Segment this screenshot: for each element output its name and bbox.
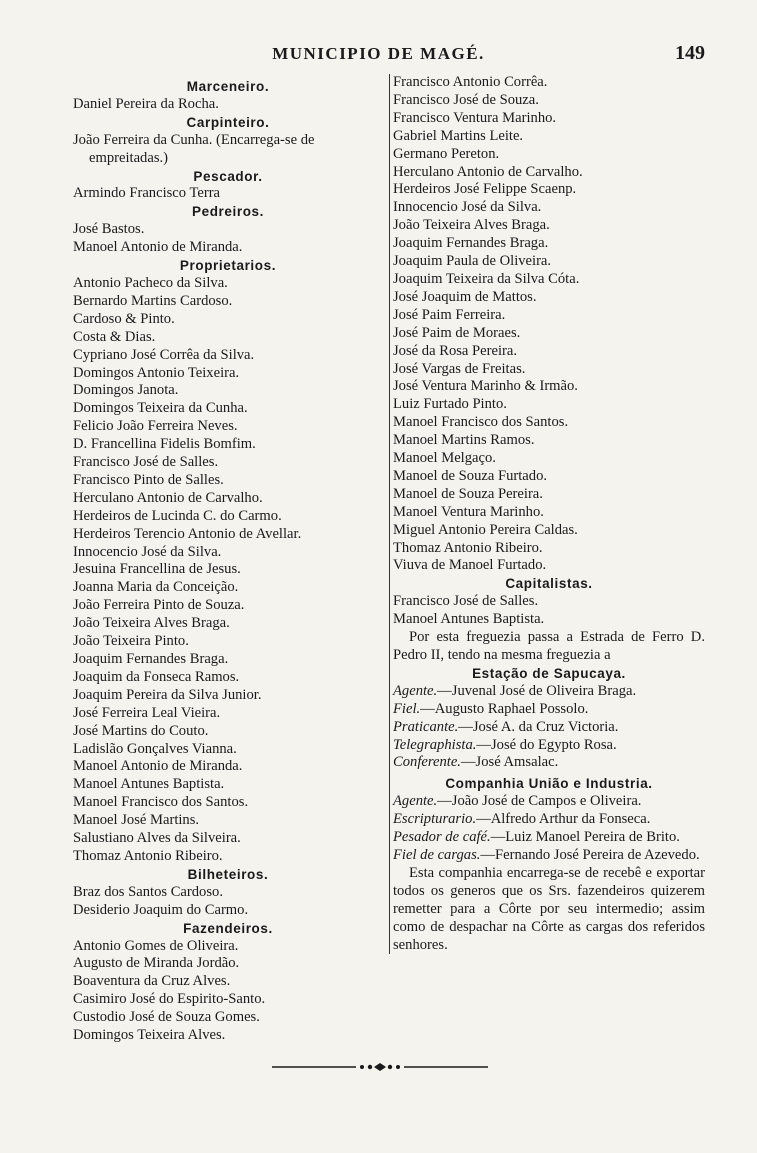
list-item: Domingos Antonio Teixeira. (73, 364, 240, 381)
company-paragraph: Esta companhia encarrega-se de recebê e exportar todos os generos que os Srs. fazendeiros quizerem remetter para a Côrte por seu intermedio; assim como de despachar na Côrte as cargas dos referidos senhores. (393, 864, 705, 953)
list-item: João Ferreira da Cunha. (Encarrega-se de empreitadas.) (73, 131, 315, 166)
list-item: José Martins do Couto. (73, 722, 209, 739)
list-item: Joaquim Pereira da Silva Junior. (73, 686, 262, 703)
section-heading: Capitalistas. (505, 576, 593, 592)
staff-role: Escripturario. (393, 811, 477, 828)
list-item: Domingos Teixeira Alves. (73, 1027, 226, 1044)
section-heading: Carpinteiro. (186, 114, 270, 130)
list-item: Custodio José de Souza Gomes. (73, 1009, 260, 1026)
staff-entry (393, 811, 705, 829)
list-item: Herdeiros de Lucinda C. do Carmo. (73, 507, 282, 524)
list-item: Bernardo Martins Cardoso. (73, 292, 233, 309)
list-item: João Ferreira Pinto de Souza. (73, 597, 245, 614)
list-item: José Paim Ferreira. (393, 306, 506, 323)
section-heading: Fazendeiros. (183, 920, 273, 936)
list-item: Domingos Janota. (73, 382, 179, 399)
staff-entry (393, 847, 705, 865)
list-item: Herculano Antonio de Carvalho. (393, 163, 583, 180)
staff-role: Conferente. (393, 754, 461, 771)
list-item: Francisco Antonio Corrêa. (393, 74, 548, 90)
list-item: Manoel Antunes Baptista. (393, 611, 545, 628)
list-item: Braz dos Santos Cardoso. (73, 883, 223, 900)
list-item: Innocencio José da Silva. (393, 199, 542, 216)
list-item: Joaquim Paula de Oliveira. (393, 253, 552, 270)
section-heading: Proprietarios. (179, 258, 277, 274)
section-heading: Companhia União e Industria. (445, 776, 653, 792)
list-item: Francisco José de Salles. (393, 593, 539, 610)
staff-entry (393, 754, 705, 772)
ornament-divider (272, 1062, 488, 1072)
staff-entry (393, 701, 705, 719)
list-item: José Ferreira Leal Vieira. (73, 704, 221, 721)
staff-entry (393, 793, 705, 811)
list-item: Manoel de Souza Pereira. (393, 485, 543, 502)
staff-role: Pesador de café. (393, 829, 491, 846)
staff-name: —Fernando José Pereira de Azevedo. (480, 846, 700, 863)
list-item: Manoel Antonio de Miranda. (73, 758, 243, 775)
list-item: Daniel Pereira da Rocha. (73, 95, 219, 112)
list-item: Manoel Antunes Baptista. (73, 776, 225, 793)
staff-role: Telegraphista. (393, 736, 477, 753)
list-item: Herdeiros José Felippe Scaenp. (393, 181, 577, 198)
list-item: João Teixeira Pinto. (73, 633, 189, 650)
list-item: Armindo Francisco Terra (73, 185, 221, 202)
list-item: Manoel Martins Ramos. (393, 432, 535, 449)
staff-name: —Luiz Manoel Pereira de Brito. (490, 829, 680, 846)
list-item: José Ventura Marinho & Irmão. (393, 378, 578, 395)
list-item: Germano Pereton. (393, 145, 500, 162)
staff-entry (393, 737, 705, 755)
left-column (73, 78, 383, 1045)
list-item: José Joaquim de Mattos. (393, 288, 537, 305)
staff-name: —José do Egypto Rosa. (476, 736, 617, 753)
list-item: Manoel José Martins. (73, 812, 200, 829)
list-item: Manoel Antonio de Miranda. (73, 239, 243, 256)
staff-entry (393, 683, 705, 701)
list-item: Francisco José de Salles. (73, 454, 219, 471)
list-item: Miguel Antonio Pereira Caldas. (393, 521, 578, 538)
list-item: Desiderio Joaquim do Carmo. (73, 901, 249, 918)
list-item: Joaquim da Fonseca Ramos. (73, 668, 240, 685)
staff-name: —Augusto Raphael Possolo. (420, 700, 589, 717)
section-heading: Marceneiro. (186, 79, 270, 94)
staff-entry (393, 719, 705, 737)
list-item: D. Francellina Fidelis Bomfim. (73, 436, 256, 453)
list-item: Francisco Ventura Marinho. (393, 109, 557, 126)
list-item: Jesuina Francellina de Jesus. (73, 561, 241, 578)
list-item: Boaventura da Cruz Alves. (73, 973, 231, 990)
list-item: Joaquim Fernandes Braga. (393, 235, 549, 252)
running-title: MUNICIPIO DE MAGÉ. (272, 44, 485, 63)
list-item: José da Rosa Pereira. (393, 342, 518, 359)
staff-name: —Alfredo Arthur da Fonseca. (476, 811, 651, 828)
section-heading: Pescador. (193, 168, 263, 184)
staff-name: —José Amsalac. (460, 754, 559, 771)
railway-paragraph: Por esta freguezia passa a Estrada de Ferro D. Pedro II, tendo na mesma freguezia a (393, 629, 705, 663)
list-item: João Teixeira Alves Braga. (393, 217, 550, 234)
section-heading: Pedreiros. (191, 204, 265, 220)
list-item: Gabriel Martins Leite. (393, 127, 524, 144)
staff-entry (393, 829, 705, 847)
page-number: 149 (675, 42, 705, 64)
list-item: Manoel Melgaço. (393, 450, 496, 467)
section-heading: Estação de Sapucaya. (472, 665, 626, 681)
list-item: José Paim de Moraes. (393, 324, 521, 341)
list-item: Herdeiros Terencio Antonio de Avellar. (73, 525, 302, 542)
list-item: Felicio João Ferreira Neves. (73, 418, 238, 435)
section-heading: Bilheteiros. (187, 866, 269, 882)
list-item: Manoel Francisco dos Santos. (73, 794, 249, 811)
staff-name: —Juvenal José de Oliveira Braga. (437, 682, 637, 699)
list-item: Thomaz Antonio Ribeiro. (393, 539, 543, 556)
right-column (389, 74, 705, 954)
list-item: Francisco Pinto de Salles. (73, 471, 224, 488)
list-item: Domingos Teixeira da Cunha. (73, 400, 248, 417)
list-item: Thomaz Antonio Ribeiro. (73, 847, 223, 864)
list-item: Cypriano José Corrêa da Silva. (73, 346, 255, 363)
list-item: Cardoso & Pinto. (73, 310, 175, 327)
staff-role: Agente. (393, 682, 438, 699)
list-item: Manoel Francisco dos Santos. (393, 414, 569, 431)
list-item: José Vargas de Freitas. (393, 360, 526, 377)
list-item: Viuva de Manoel Furtado. (393, 557, 547, 574)
staff-role: Fiel de cargas. (393, 846, 481, 863)
list-item: Herculano Antonio de Carvalho. (73, 489, 263, 506)
list-item: Joaquim Teixeira da Silva Cóta. (393, 270, 580, 287)
list-item: Manoel de Souza Furtado. (393, 467, 548, 484)
staff-name: —João José de Campos e Oliveira. (437, 793, 642, 810)
list-item: José Bastos. (73, 221, 145, 238)
list-item: Antonio Gomes de Oliveira. (73, 937, 239, 954)
list-item: Casimiro José do Espirito-Santo. (73, 991, 266, 1008)
list-item: Joanna Maria da Conceição. (73, 579, 239, 596)
list-item: Luiz Furtado Pinto. (393, 396, 507, 413)
list-item: Salustiano Alves da Silveira. (73, 830, 241, 847)
staff-role: Fiel. (393, 700, 421, 717)
list-item: Costa & Dias. (73, 328, 156, 345)
list-item: Francisco José de Souza. (393, 91, 539, 108)
list-item: Joaquim Fernandes Braga. (73, 651, 229, 667)
staff-role: Agente. (393, 793, 438, 810)
list-item: João Teixeira Alves Braga. (73, 615, 230, 632)
staff-name: —José A. da Cruz Victoria. (458, 718, 619, 735)
page-header (0, 44, 757, 68)
list-item: Innocencio José da Silva. (73, 543, 222, 560)
staff-role: Praticante. (393, 718, 459, 735)
list-item: Ladislão Gonçalves Vianna. (73, 740, 237, 757)
list-item: Antonio Pacheco da Silva. (73, 274, 228, 291)
list-item: Augusto de Miranda Jordão. (73, 955, 240, 972)
list-item: Manoel Ventura Marinho. (393, 503, 544, 520)
